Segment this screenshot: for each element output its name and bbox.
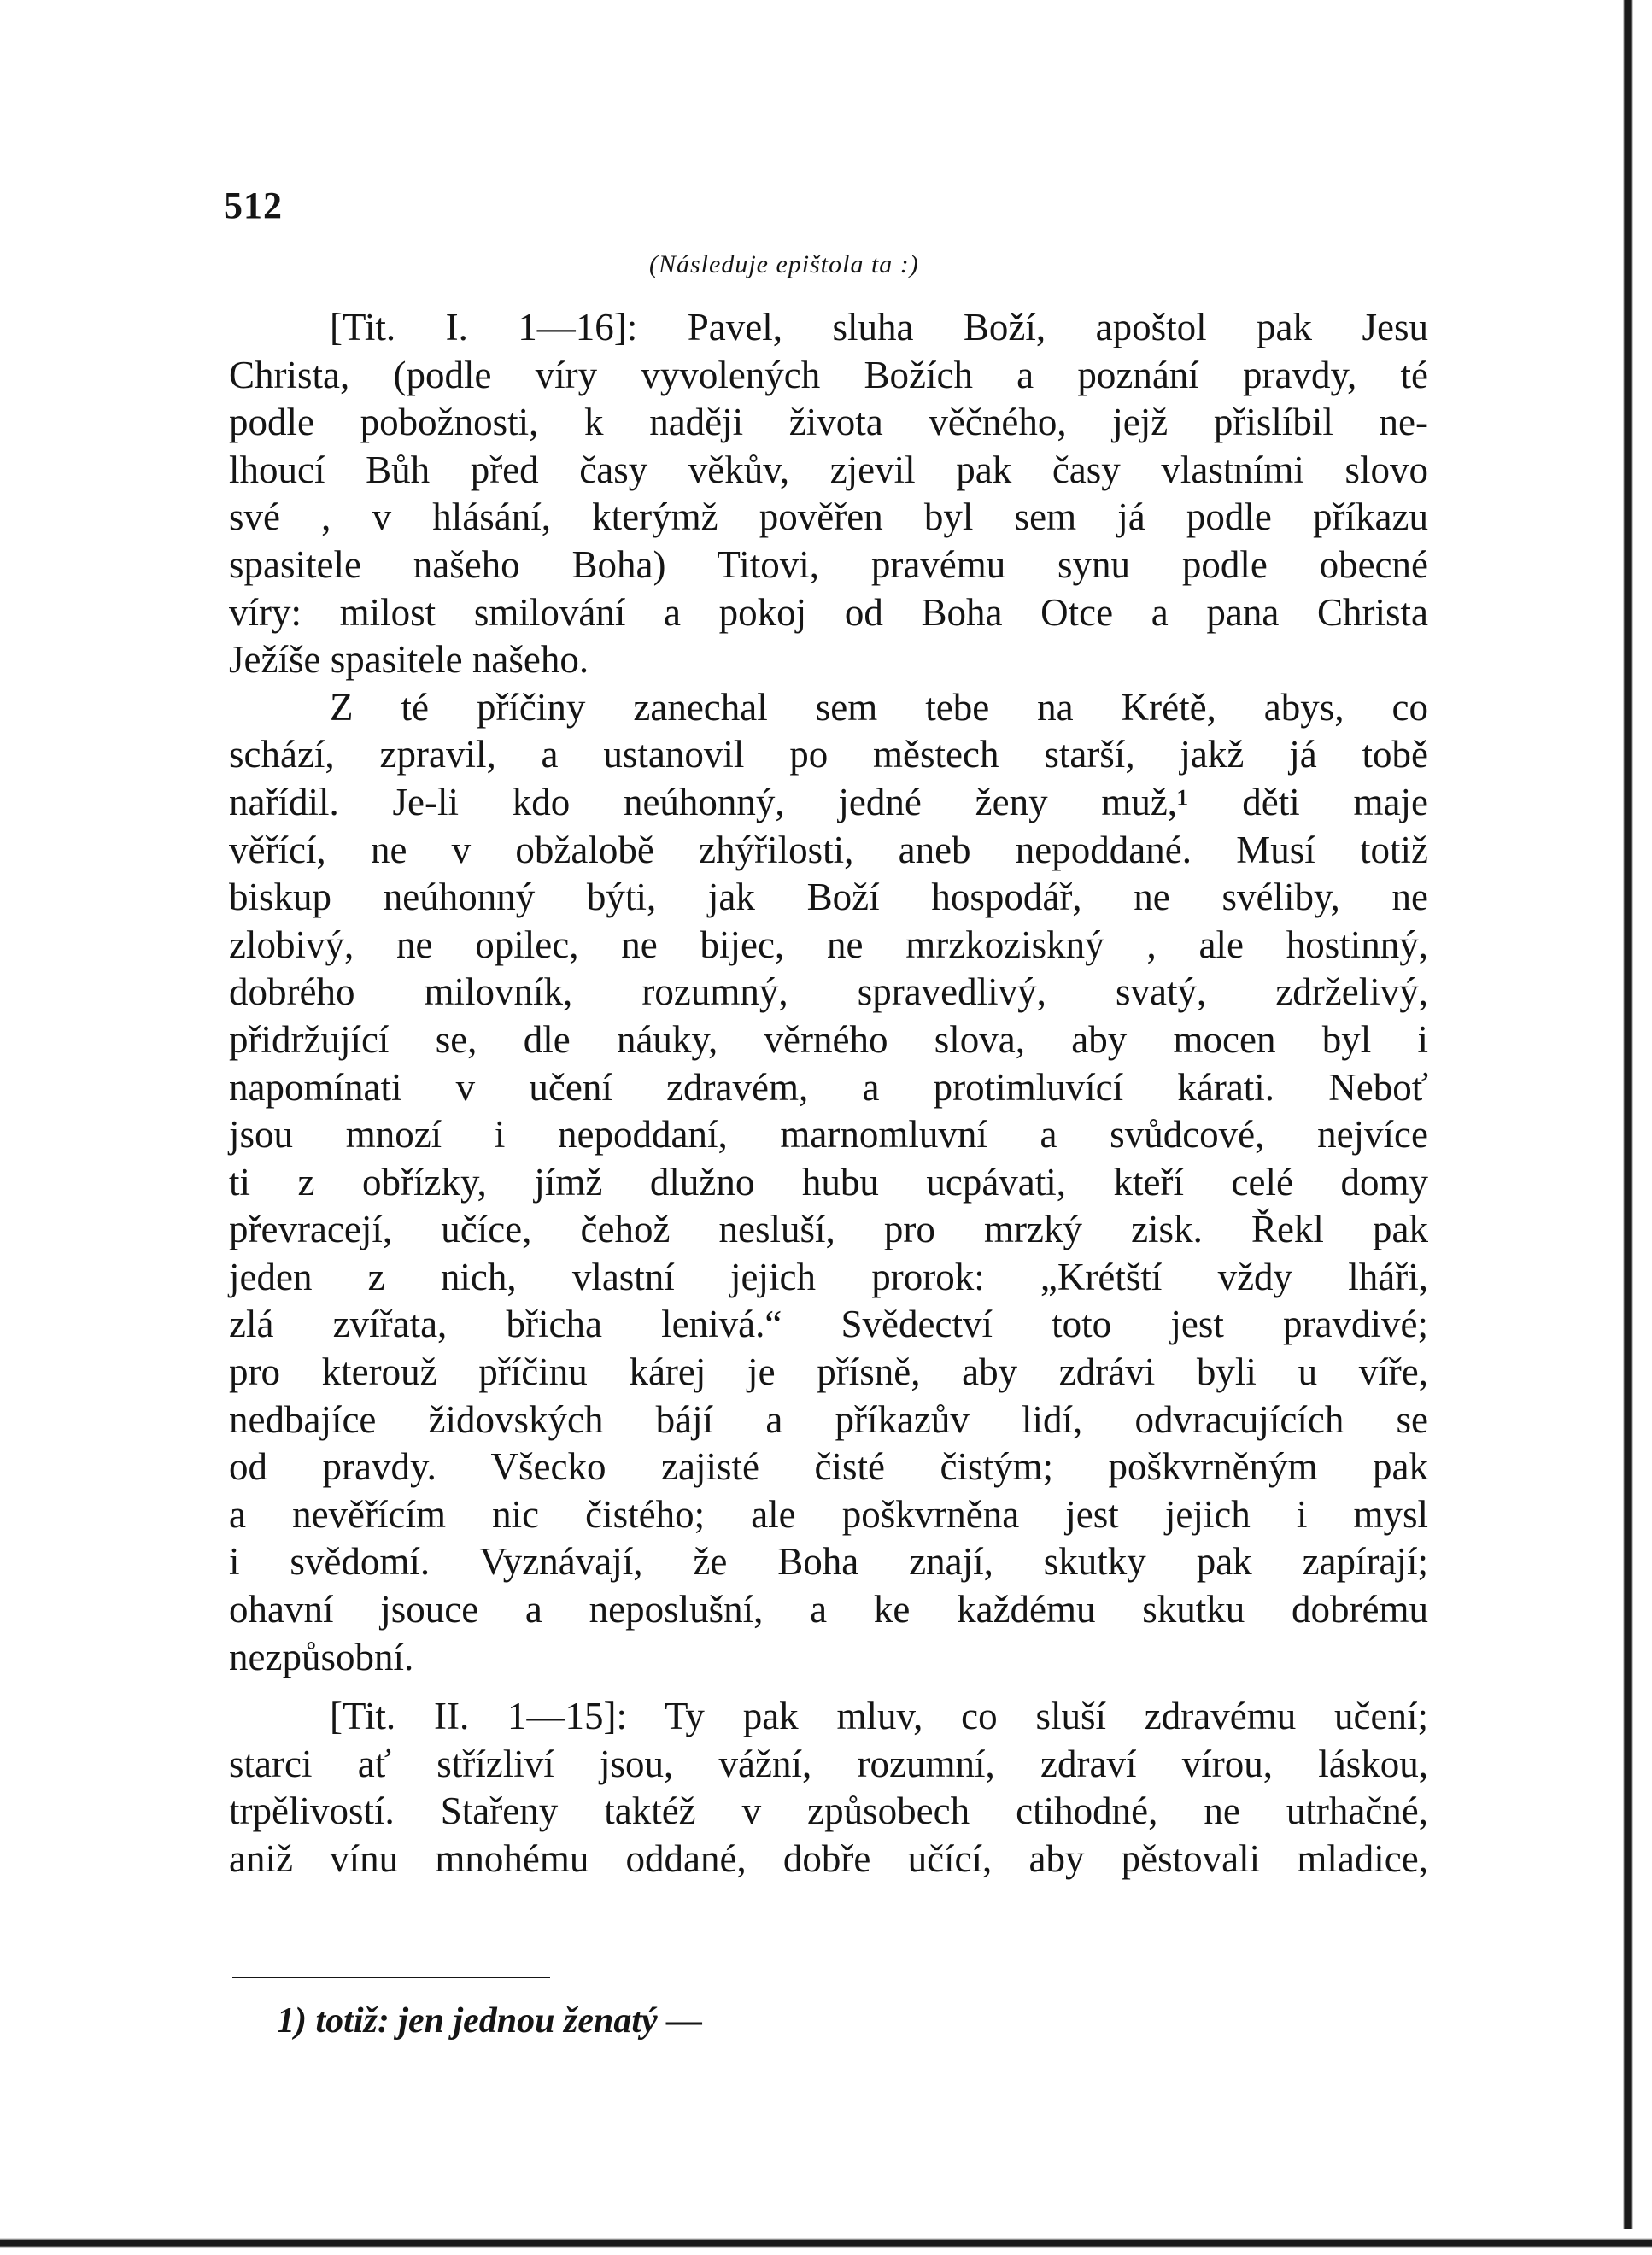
text-line: schází, zpravil, a ustanovil po městech starší, jakž já tobě: [229, 733, 1428, 776]
text-line: Ježíše spasitele našeho.: [229, 638, 589, 682]
text-line: i svědomí. Vyznávají, že Boha znají, skutky pak zapírají;: [229, 1540, 1428, 1584]
text-line: převracejí, učíce, čehož nesluší, pro mrzký zisk. Řekl pak: [229, 1208, 1428, 1251]
page-edge-right: [1611, 0, 1652, 2255]
text-line: jsou mnozí i nepoddaní, marnomluvní a svůdcové, nejvíce: [229, 1113, 1428, 1157]
text-line: ohavní jsouce a neposlušní, a ke každému skutku dobrému: [229, 1588, 1428, 1631]
text-line: spasitele našeho Boha) Titovi, pravému synu podle obecné: [229, 542, 1428, 586]
footnote-rule: [232, 1977, 550, 1978]
text-line: ti z obřízky, jímž dlužno hubu ucpávati, kteří celé domy: [229, 1160, 1428, 1204]
running-head: (Následuje epištola ta :): [649, 250, 919, 278]
footnote: 1) totiž: jen jednou ženatý —: [277, 2001, 703, 2041]
text-line: své , v hlásání, kterýmž pověřen byl sem já podle příkazu: [229, 495, 1428, 539]
text-line: od pravdy. Všecko zajisté čisté čistým; poškvrněným pak: [229, 1445, 1428, 1489]
text-line: napomínati v učení zdravém, a protimluvící kárati. Neboť: [229, 1065, 1428, 1109]
text-line: zlobivý, ne opilec, ne bijec, ne mrzkoziskný , ale hostinný,: [229, 922, 1428, 966]
text-line: biskup neúhonný býti, jak Boží hospodář, ne svéliby, ne: [229, 876, 1428, 919]
text-line: dobrého milovník, rozumný, spravedlivý, svatý, zdrželivý,: [229, 970, 1428, 1014]
page-number: 512: [224, 184, 283, 226]
text-line: víry: milost smilování a pokoj od Boha Otce a pana Christa: [229, 590, 1428, 634]
text-line: zlá zvířata, břicha lenivá.“ Svědectví toto jest pravdivé;: [229, 1303, 1428, 1346]
text-line: [Tit. II. 1—15]: Ty pak mluv, co sluší zdravému učení;: [330, 1695, 1428, 1738]
paragraph-gap: [229, 1681, 1428, 1693]
text-line: přidržující se, dle náuky, věrného slova, aby mocen byl i: [229, 1017, 1428, 1061]
paragraph-tit-1-body: [229, 684, 1428, 1681]
text-line: podle pobožnosti, k naději života věčného, jejž přislíbil ne-: [229, 401, 1428, 444]
text-line: nedbajíce židovských bájí a příkazův lidí, odvracujících se: [229, 1397, 1428, 1441]
paragraph-tit-2: [229, 1693, 1428, 1883]
paragraph-tit-1-intro: [229, 304, 1428, 684]
text-line: Z té příčiny zanechal sem tebe na Krétě, abys, co: [330, 685, 1428, 729]
text-line: [Tit. I. 1—16]: Pavel, sluha Boží, apoštol pak Jesu: [330, 306, 1428, 348]
text-line: věřící, ne v obžalobě zhýřilosti, aneb nepoddané. Musí totiž: [229, 828, 1428, 871]
text-line: starci ať střízliví jsou, vážní, rozumní, zdraví vírou, láskou,: [229, 1742, 1428, 1785]
text-line: a nevěřícím nic čistého; ale poškvrněna jest jejich i mysl: [229, 1492, 1428, 1536]
text-line: trpělivostí. Stařeny taktéž v způsobech ctihodné, ne utrhačné,: [229, 1789, 1428, 1833]
text-line: pro kterouž příčinu kárej je přísně, aby zdrávi byli u víře,: [229, 1350, 1428, 1394]
text-line: aniž vínu mnohému oddané, dobře učící, aby pěstovali mladice,: [229, 1837, 1428, 1880]
text-line: Christa, (podle víry vyvolených Božích a poznání pravdy, té: [229, 353, 1428, 396]
text-line: jeden z nich, vlastní jejich prorok: „Krétští vždy lháři,: [229, 1255, 1428, 1298]
text-line: nařídil. Je-li kdo neúhonný, jedné ženy muž,¹ děti maje: [229, 780, 1428, 823]
text-line: lhoucí Bůh před časy věkův, zjevil pak časy vlastními slovo: [229, 448, 1428, 491]
text-line: nezpůsobní.: [229, 1635, 414, 1678]
page-edge-bottom: [0, 2229, 1652, 2255]
body-text: [229, 304, 1428, 1883]
